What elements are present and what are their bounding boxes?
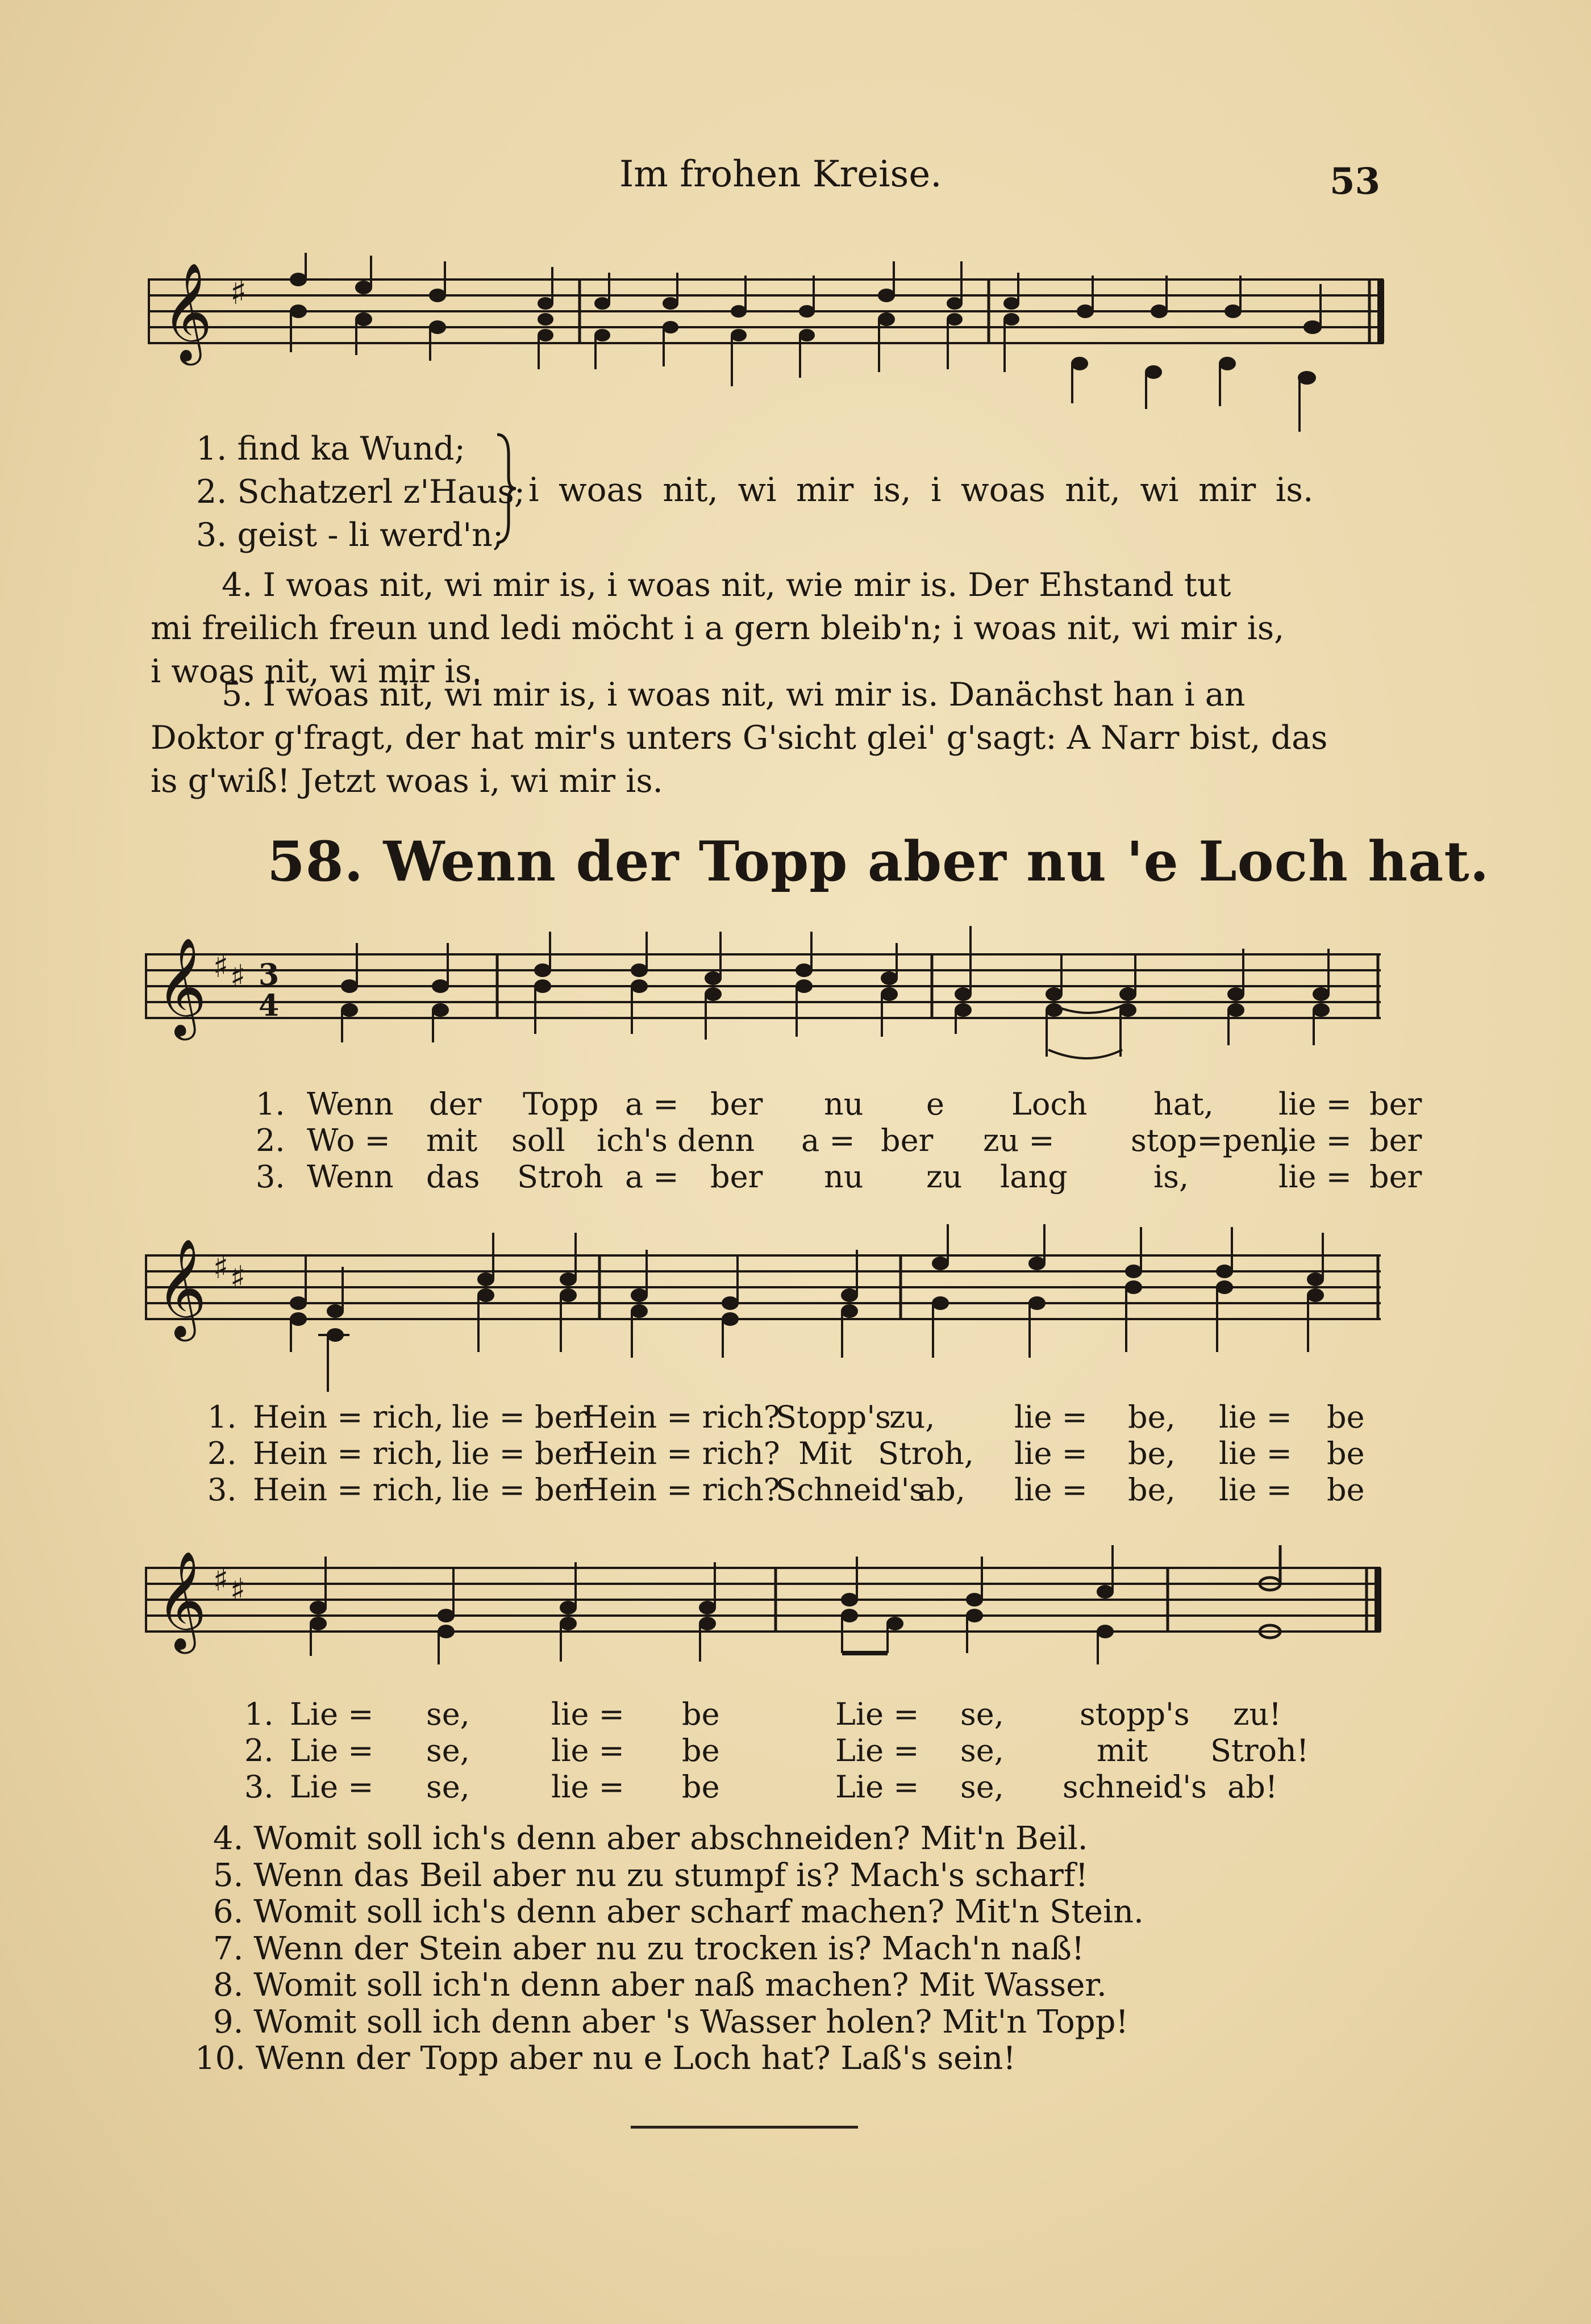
- music-staff-previous-song: [148, 250, 1386, 454]
- music-staff-1: [145, 920, 1384, 1091]
- svg-text:♯: ♯: [213, 1562, 229, 1599]
- verse-line: 4. Womit soll ich's denn aber abschneiden? Mit'n Beil.: [213, 1820, 1088, 1857]
- svg-text:♯: ♯: [213, 948, 229, 985]
- music-staff-3: [145, 1534, 1384, 1704]
- refrain-text: i woas nit, wi mir is, i woas nit, wi mir is.: [528, 470, 1314, 509]
- svg-text:𝄞: 𝄞: [156, 1551, 207, 1650]
- stanza-4: 4. I woas nit, wi mir is, i woas nit, wie mir is. Der Ehstand tut mi freilich freun und ledi möcht i a gern bleib'n; i woas nit, wi mir is, i woas nit, wi mir is.: [151, 566, 1285, 690]
- verse-line: 7. Wenn der Stein aber nu zu trocken is? Mach'n naß!: [213, 1930, 1085, 1967]
- stanza-5: 5. I woas nit, wi mir is, i woas nit, wi mir is. Danächst han i an Doktor g'fragt, der hat mir's unters G'sicht glei' g'sagt: A Narr bist, das is g'wiß! Jetzt woas i, wi mir is.: [151, 676, 1328, 800]
- refrain-lines: 1. find ka Wund; 2. Schatzerl z'Haus; 3. geist - li werd'n;: [196, 430, 525, 554]
- verses-4-to-10: [195, 1820, 1144, 2077]
- refrain-brace: [494, 432, 517, 545]
- music-staff-2: [145, 1221, 1384, 1403]
- verse-line: 8. Womit soll ich'n denn aber naß machen? Mit Wasser.: [213, 1967, 1107, 2004]
- svg-text:♯: ♯: [230, 273, 247, 312]
- running-header: Im frohen Kreise.: [619, 153, 942, 195]
- svg-text:♯: ♯: [230, 958, 246, 995]
- verse-line: 6. Womit soll ich's denn aber scharf machen? Mit'n Stein.: [213, 1893, 1144, 1930]
- svg-text:𝄞: 𝄞: [162, 262, 213, 361]
- svg-text:𝄞: 𝄞: [156, 937, 207, 1036]
- verse-line: 9. Womit soll ich denn aber 's Wasser holen? Mit'n Topp!: [213, 2003, 1128, 2041]
- svg-text:♯: ♯: [213, 1249, 229, 1286]
- time-signature-top: 3: [259, 958, 280, 992]
- svg-text:♯: ♯: [230, 1259, 246, 1296]
- svg-text:𝄞: 𝄞: [156, 1238, 207, 1337]
- song-title: 58. Wenn der Topp aber nu 'e Loch hat.: [267, 829, 1490, 894]
- page-number: 53: [1330, 160, 1381, 203]
- time-signature-bottom: 4: [259, 988, 280, 1023]
- verse-line: 5. Wenn das Beil aber nu zu stumpf is? Mach's scharf!: [213, 1856, 1089, 1894]
- end-rule: [631, 2126, 858, 2129]
- svg-text:♯: ♯: [230, 1572, 246, 1609]
- verse-line: 10. Wenn der Topp aber nu e Loch hat? Laß's sein!: [195, 2040, 1016, 2077]
